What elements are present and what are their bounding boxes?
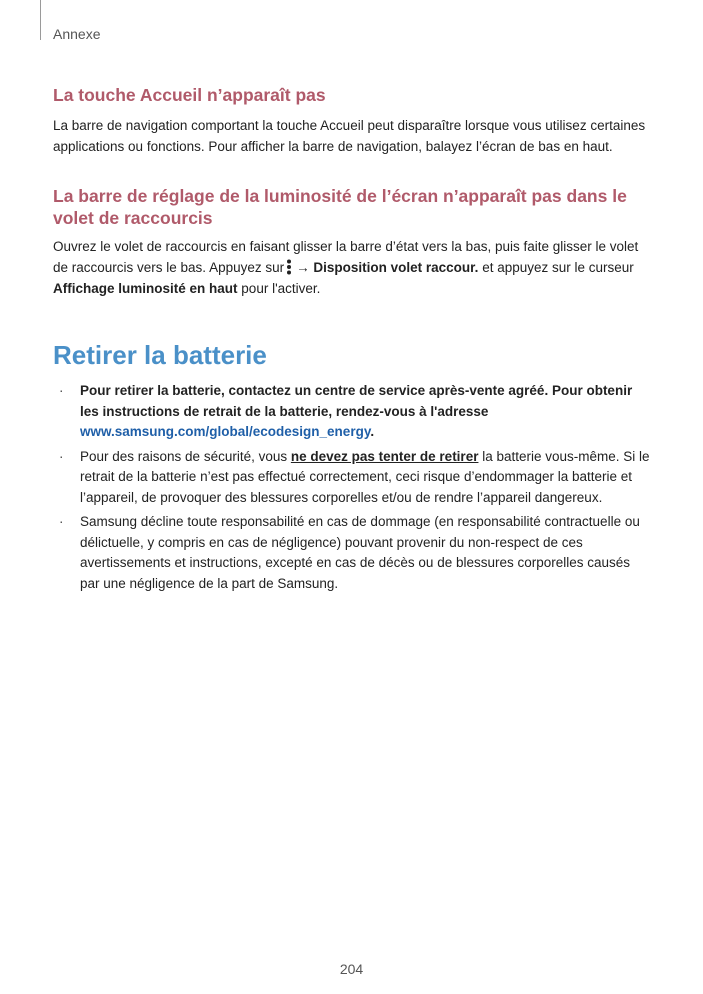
section-body: La barre de navigation comportant la touche Accueil peut disparaître lorsque vous utilisez certaines applications ou fonctions. Pour afficher la barre de navigation, balayez l’écran de bas en haut. (53, 118, 646, 154)
section-brightness-bar (53, 185, 653, 299)
body-text: la batterie vous-même. Si le retrait de la batterie n’est pas effectué correctement, ceci risque d’endommager la batterie et l’appareil, de provoquer des blessures corporelles et/ou de rendre l’appareil dangereux. (80, 448, 650, 505)
section-title: La touche Accueil n’apparaît pas (53, 85, 326, 105)
section-home-key (53, 84, 653, 157)
bullet-dot: · (59, 383, 64, 398)
setting-label: Affichage luminosité en haut (53, 281, 238, 296)
header-rule (40, 0, 41, 40)
header-label: Annexe (53, 26, 101, 42)
bullet-dot: · (59, 514, 64, 529)
website-link[interactable]: www.samsung.com/global/ecodesign_energy (80, 424, 371, 439)
section-body (53, 236, 653, 299)
section-heading: Retirer la batterie (53, 340, 267, 370)
more-options-icon (286, 259, 292, 275)
bold-text: Pour retirer la batterie, contactez un centre de service après-vente agréé. Pour obtenir les instructions de retrait de la batterie, rendez-vous à l'adresse (80, 383, 633, 419)
arrow: → (296, 260, 310, 275)
body-text: Samsung décline toute responsabilité en cas de dommage (en responsabilité contractuelle ou délictuelle, y compris en cas de négligence) pouvant provenir du non-respect de ces avertissements et instructions, excepté en cas de décès ou de blessures corporelles causés par une négligence de la part de Samsung. (80, 514, 640, 591)
bullet-dot: · (59, 448, 64, 464)
body-text: et appuyez sur le curseur (482, 260, 634, 275)
section-battery (53, 339, 653, 598)
list-item (53, 512, 653, 594)
bullet-list (53, 381, 653, 594)
bold-text: . (370, 424, 375, 439)
page-number: 204 (339, 961, 364, 977)
underlined-warning: ne devez pas tenter de retirer (290, 448, 479, 464)
menu-item-label: Disposition volet raccour. (313, 260, 479, 275)
body-text: Pour des raisons de sécurité, vous (80, 448, 288, 464)
list-item (53, 447, 653, 509)
list-item (53, 381, 653, 443)
body-text: Ouvrez le volet de raccourcis en faisant glisser la barre d’état vers la bas, puis faite glisser le volet de raccourcis vers le bas. Appuyez sur (53, 239, 639, 275)
body-text: pour l'activer. (241, 281, 321, 296)
section-title: La barre de réglage de la luminosité de l’écran n’apparaît pas dans le volet de raccourcis (53, 186, 627, 228)
